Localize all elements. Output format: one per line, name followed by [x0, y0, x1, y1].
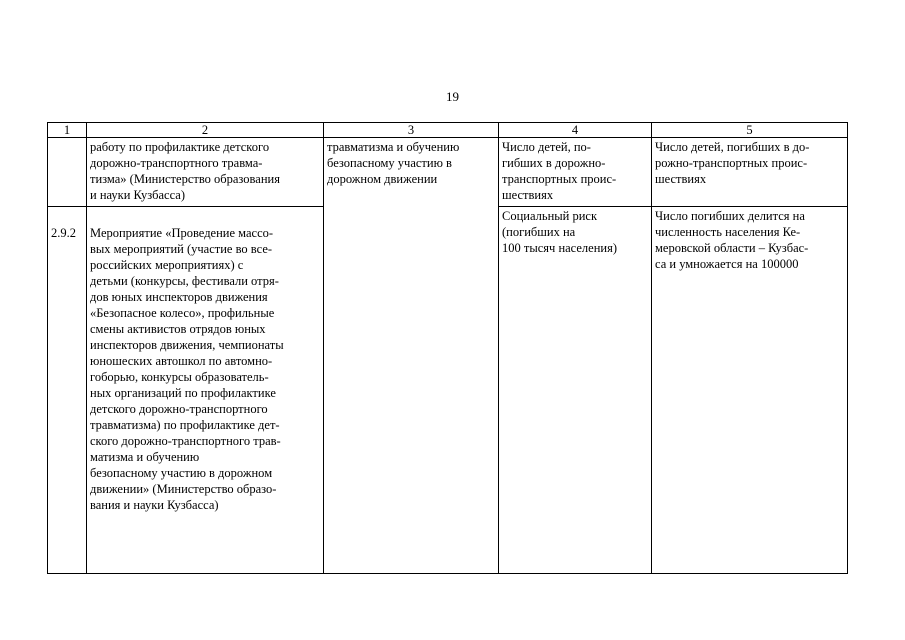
header-col-3: 3 — [324, 123, 499, 138]
indicator-table — [47, 122, 848, 574]
page-number: 19 — [446, 89, 459, 104]
children-deaths-method: Число детей, погибших в до- рожно-транспортных проис- шествиях — [652, 138, 848, 207]
header-col-4: 4 — [499, 123, 652, 138]
continuation-row — [48, 138, 848, 207]
header-col-5: 5 — [652, 123, 848, 138]
social-risk-indicator: Социальный риск (погибших на 100 тысяч населения) — [499, 207, 652, 574]
row-2-9-2-number: 2.9.2 — [48, 224, 87, 574]
header-row — [48, 123, 848, 138]
row-2-9-2-measure: Мероприятие «Проведение массо- вых мероприятий (участие во все- российских мероприятиях) с детьми (конкурсы, фестивали отря- дов юных инспекторов движения «Безопасное колесо», профильные смены активистов отрядов юных инспекторов движения, чемпионаты юношеских автошкол по автомно- гоборью, конкурсы образователь- ных организаций по профилактике детского дорожно-транспортного травматизма) по профилактике дет- ского дорожно-транспортного трав- матизма и обучению безопасному участию в дорожном движении» (Министерство образо- вания и науки Кузбасса) — [87, 224, 324, 574]
children-deaths-indicator: Число детей, по- гибших в дорожно- транспортных проис- шествиях — [499, 138, 652, 207]
row-2-9-2-number-top — [48, 207, 87, 224]
continuation-row-number — [48, 138, 87, 207]
social-risk-method: Число погибших делится на численность населения Ке- меровской области – Кузбас- са и умножается на 100000 — [652, 207, 848, 574]
continuation-row-measure: работу по профилактике детского дорожно-транспортного травма- тизма» (Министерство образования и науки Кузбасса) — [87, 138, 324, 207]
header-col-2: 2 — [87, 123, 324, 138]
row-2-9-2-measure-top — [87, 207, 324, 224]
header-col-1: 1 — [48, 123, 87, 138]
continuation-row-goal: травматизма и обучению безопасному участию в дорожном движении — [324, 138, 499, 574]
